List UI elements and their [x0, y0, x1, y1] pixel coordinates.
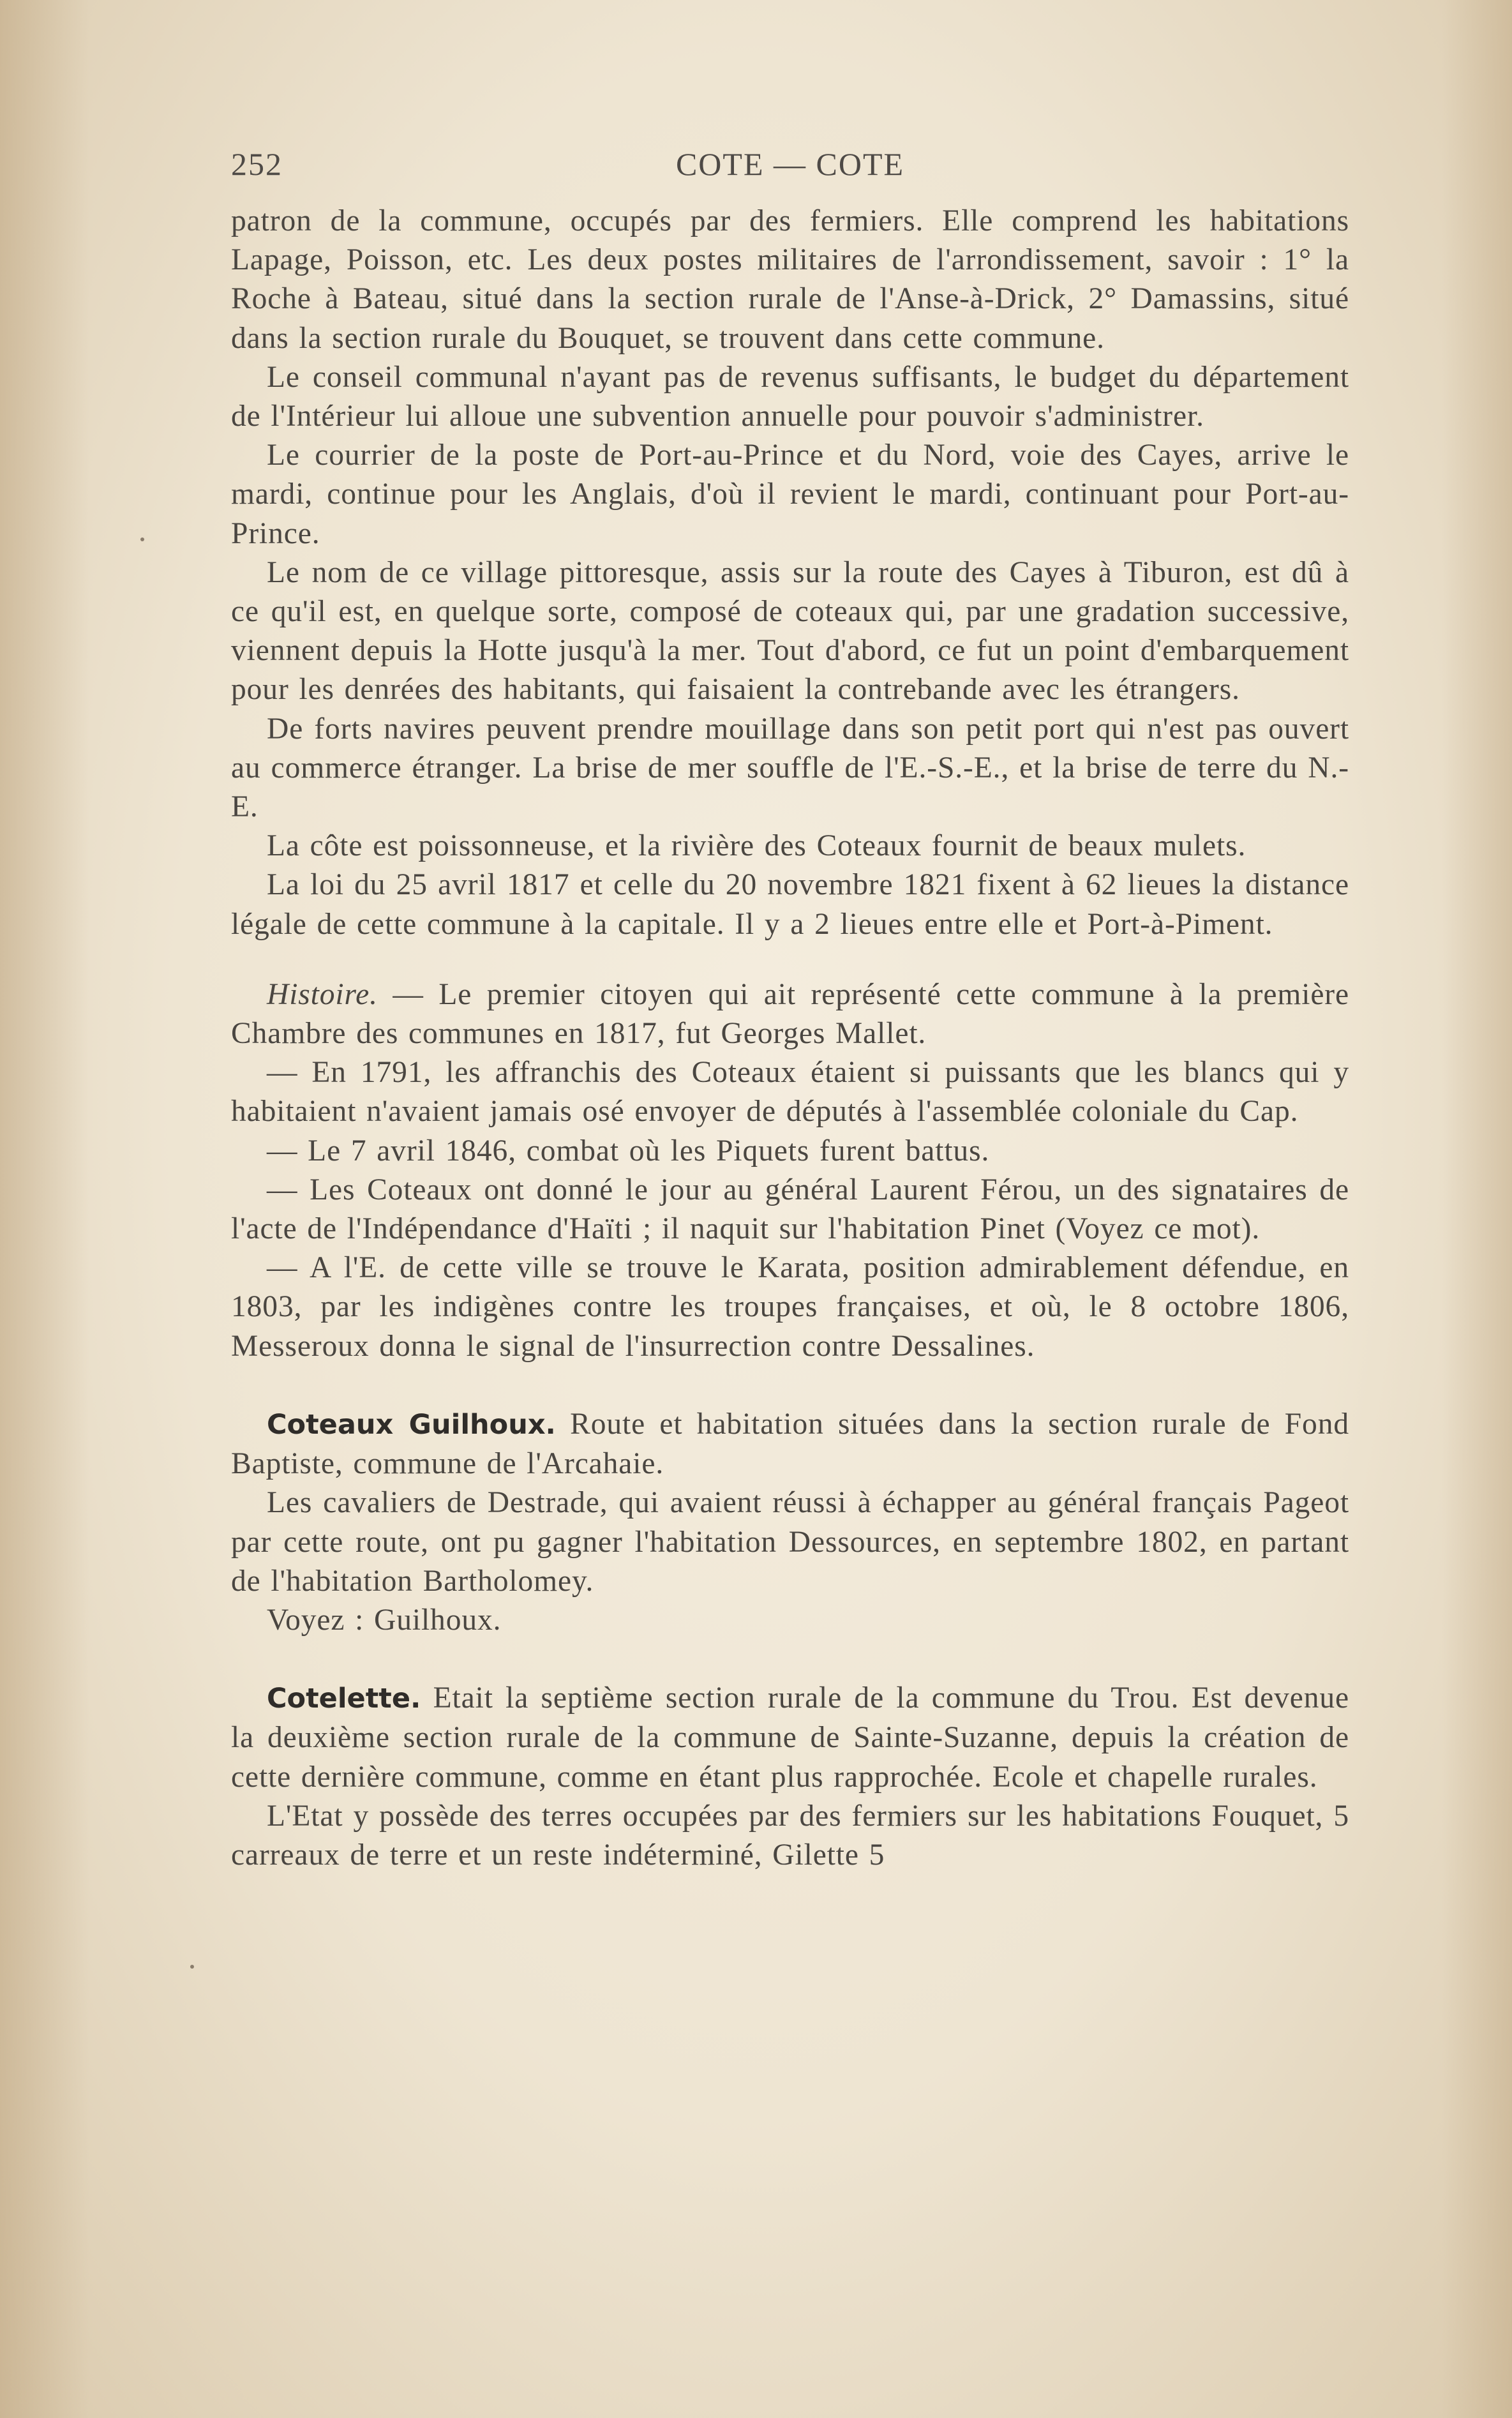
page-shadow-right: [1442, 0, 1512, 2418]
margin-speck: [190, 1965, 194, 1969]
entry-heading: Cotelette.: [267, 1683, 421, 1715]
paragraph: Le conseil communal n'ayant pas de revenus suffisants, le budget du département de l'Intérieur lui alloue une subvention annuelle pour pouvoir s'administrer.: [231, 360, 1349, 433]
paragraph: — A l'E. de cette ville se trouve le Karata, position admirablement défendue, en 1803, par les indigènes contre les troupes françaises, et où, le 8 octobre 1806, Messeroux donna le signal de l'insurrection contre Dessalines.: [231, 1251, 1349, 1363]
paragraph: Voyez : Guilhoux.: [267, 1603, 502, 1637]
history-label: Histoire.: [267, 977, 378, 1011]
history-paragraph: [231, 975, 1349, 1053]
entry-text: Etait la septième section rurale de la commune du Trou. Est devenue la deuxième section rurale de la commune de Sainte-Suzanne, depuis la création de cette dernière commune, comme en étant plus rapprochée. Ecole et chapelle rurales.: [231, 1681, 1349, 1794]
page-number: 252: [231, 146, 283, 182]
entry-text: Route et habitation situées dans la section rurale de Fond Baptiste, commune de l'Arcahaie.: [231, 1407, 1349, 1481]
paragraph: La côte est poissonneuse, et la rivière des Coteaux fournit de beaux mulets.: [267, 829, 1246, 863]
entry-cotelette: [231, 1679, 1349, 1797]
entry-coteaux-guilhoux: [231, 1405, 1349, 1483]
paragraph: Le courrier de la poste de Port-au-Prince et du Nord, voie des Cayes, arrive le mardi, continue pour les Anglais, d'où il revient le mardi, continuant pour Port-au-Prince.: [231, 439, 1349, 550]
paragraph: L'Etat y possède des terres occupées par des fermiers sur les habitations Fouquet, 5 carreaux de terre et un reste indéterminé, Gilette 5: [231, 1799, 1349, 1872]
page-header: [231, 146, 1349, 190]
paragraph: La loi du 25 avril 1817 et celle du 20 novembre 1821 fixent à 62 lieues la distance légale de cette commune à la capitale. Il y a 2 lieues entre elle et Port-à-Piment.: [231, 868, 1349, 941]
margin-speck: [140, 537, 144, 541]
history-text: — Le premier citoyen qui ait représenté cette commune à la première Chambre des communes en 1817, fut Georges Mallet.: [231, 977, 1349, 1051]
entry-heading: Coteaux Guilhoux.: [267, 1408, 556, 1441]
paragraph: patron de la commune, occupés par des fermiers. Elle comprend les habitations Lapage, Poisson, etc. Les deux postes militaires de l'arrondissement, savoir : 1° la Roche à Bateau, situé dans la section rurale de l'Anse-à-Drick, 2° Damassins, situé dans la section rurale du Bouquet, se trouvent dans cette commune.: [231, 204, 1349, 355]
paragraph: — Les Coteaux ont donné le jour au général Laurent Férou, un des signataires de l'acte de l'Indépendance d'Haïti ; il naquit sur l'habitation Pinet (Voyez ce mot).: [231, 1173, 1349, 1246]
paragraph: Les cavaliers de Destrade, qui avaient réussi à échapper au général français Pageot par cette route, ont pu gagner l'habitation Dessources, en septembre 1802, en partant de l'habitation Bartholomey.: [231, 1486, 1349, 1598]
body-text: [231, 202, 1349, 1875]
paragraph: — En 1791, les affranchis des Coteaux étaient si puissants que les blancs qui y habitaient n'avaient jamais osé envoyer de députés à l'assemblée coloniale du Cap.: [231, 1056, 1349, 1129]
page-shadow-left: [0, 0, 89, 2418]
paragraph: Le nom de ce village pittoresque, assis sur la route des Cayes à Tiburon, est dû à ce qu'il est, en quelque sorte, composé de coteaux qui, par une gradation successive, viennent depuis la Hotte jusqu'à la mer. Tout d'abord, ce fut un point d'embarquement pour les denrées des habitants, qui faisaient la contrebande avec les étrangers.: [231, 555, 1349, 707]
running-head: COTE — COTE: [675, 146, 905, 182]
paragraph: — Le 7 avril 1846, combat où les Piquets furent battus.: [267, 1134, 990, 1168]
paragraph: De forts navires peuvent prendre mouillage dans son petit port qui n'est pas ouvert au commerce étranger. La brise de mer souffle de l'E.-S.-E., et la brise de terre du N.-E.: [231, 712, 1349, 824]
